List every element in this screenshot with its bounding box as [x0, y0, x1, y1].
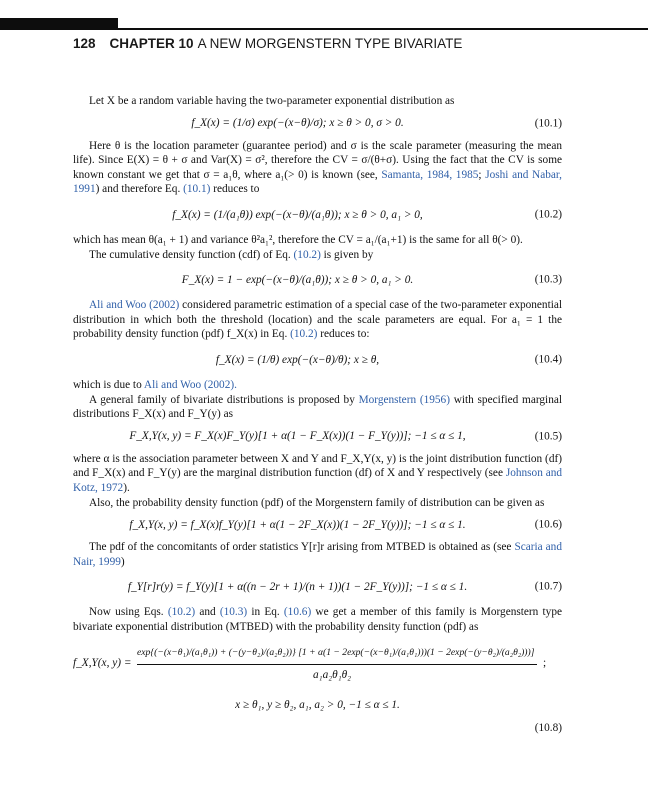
- equation-link[interactable]: (10.2): [167, 606, 196, 619]
- equation-number: (10.3): [534, 273, 562, 286]
- text-run: we get a member of this family is Morgenstern type bivariate exponential distribution (MTBED) with the probability density function (pdf) as: [73, 606, 562, 633]
- equation-10-4: [73, 342, 562, 378]
- equation-number: (10.2): [534, 208, 562, 221]
- paragraph-9: Also, the probability density function (pdf) of the Morgenstern family of distribution can be given as: [89, 496, 545, 509]
- text-run: A general family of bivariate distributions is proposed by: [89, 393, 359, 406]
- paragraph-8: [73, 452, 562, 496]
- equation-10-8-numerator: exp{(−(x−θ₁)/(a₁θ₁)) + (−(y−θ₂)/(a₂θ₂))} [1 + α(1 − 2exp(−(x−θ₁)/(a₁θ₁)))(1 − 2exp(−(y−θ₂)/(a₂θ₂)))]: [137, 647, 535, 659]
- text-run: Now using Eqs.: [89, 606, 168, 619]
- text-run: ): [120, 555, 125, 568]
- text-run: ) and therefore Eq.: [95, 183, 184, 196]
- equation-number: (10.4): [534, 353, 562, 366]
- paragraph-11: [73, 605, 562, 634]
- equation-link[interactable]: (10.1): [183, 183, 211, 196]
- citation-link[interactable]: Ali and Woo (2002).: [143, 378, 237, 391]
- equation-10-7-body: f_Y[r]r(y) = f_Y(y)[1 + α((n − 2r + 1)/(n + 1))(1 − 2F_Y(y))]; −1 ≤ α ≤ 1.: [127, 580, 468, 593]
- citation-link[interactable]: Ali and Woo (2002): [89, 299, 180, 312]
- equation-number: (10.8): [534, 722, 562, 735]
- equation-10-4-body: f_X(x) = (1/θ) exp(−(x−θ)/θ); x ≥ θ,: [215, 353, 380, 366]
- citation-link[interactable]: Scaria and Nair, 1999: [73, 541, 562, 568]
- equation-10-8-conditions: x ≥ θ₁, y ≥ θ₂, a₁, a₂ > 0, −1 ≤ α ≤ 1.: [235, 699, 400, 712]
- text-run: ).: [123, 481, 130, 494]
- equation-10-2: [73, 197, 562, 233]
- equation-10-3: [73, 262, 562, 298]
- equation-link[interactable]: (10.2): [290, 328, 318, 341]
- equation-10-8-semicolon: ;: [543, 657, 547, 670]
- citation-link[interactable]: Joshi and Nabar, 1991: [73, 168, 562, 196]
- paragraph-7: [73, 393, 562, 422]
- text-run: is given by: [320, 248, 374, 261]
- citation-link[interactable]: Samanta, 1984, 1985: [381, 168, 479, 181]
- running-header: [73, 36, 462, 51]
- text-run: The cumulative density function (cdf) of Eq.: [89, 248, 294, 261]
- text-run: reduces to: [210, 183, 260, 196]
- fraction-bar: [137, 664, 537, 665]
- chapter-title: A NEW MORGENSTERN TYPE BIVARIATE: [197, 36, 463, 51]
- paragraph-1: Let X be a random variable having the two-parameter exponential distribution as: [89, 95, 455, 107]
- equation-10-1-body: f_X(x) = (1/σ) exp(−(x−θ)/σ); x ≥ θ > 0, σ > 0.: [191, 117, 404, 130]
- page-number: 128: [73, 36, 96, 51]
- equation-10-6: [73, 510, 562, 540]
- text-run: and: [195, 606, 220, 619]
- equation-number: (10.7): [534, 580, 562, 593]
- page-body: [73, 94, 562, 736]
- equation-number: (10.5): [534, 430, 562, 443]
- equation-number: (10.6): [534, 518, 562, 531]
- header-rule: [0, 28, 648, 30]
- text-run: ;: [478, 168, 486, 181]
- equation-10-5: [73, 422, 562, 452]
- equation-10-5-body: F_X,Y(x, y) = F_X(x)F_Y(y)[1 + α(1 − F_X(x))(1 − F_Y(y))]; −1 ≤ α ≤ 1,: [129, 430, 466, 443]
- text-run: in Eq.: [247, 606, 284, 619]
- text-run: reduces to:: [317, 328, 370, 341]
- equation-link[interactable]: (10.3): [219, 606, 248, 619]
- equation-10-8-lhs: f_X,Y(x, y) =: [73, 657, 132, 670]
- paragraph-2: [73, 139, 562, 197]
- equation-10-8: [73, 638, 562, 692]
- text-run: considered parametric estimation of a special case of the two-parameter exponential distribution in which both the threshold (location) and the scale parameters are equal. For a₁ = 1 the probability density function (pdf) f_X(x) in Eq.: [73, 299, 563, 341]
- paragraph-6: [73, 378, 562, 393]
- equation-10-1: [73, 109, 562, 139]
- equation-10-7: [73, 569, 562, 605]
- equation-10-3-body: F_X(x) = 1 − exp(−(x−θ)/(a₁θ)); x ≥ θ > 0, a₁ > 0.: [181, 273, 414, 286]
- paragraph-3: which has mean θ(a₁ + 1) and variance θ²a₁², therefore the CV = a₁/(a₁+1) is the same for all θ(> 0).: [73, 233, 523, 246]
- equation-link[interactable]: (10.6): [283, 606, 312, 619]
- equation-10-8-denominator: a₁a₂θ₁θ₂: [313, 669, 352, 682]
- paragraph-5: [73, 298, 562, 342]
- equation-number: (10.1): [534, 117, 562, 130]
- text-run: The pdf of the concomitants of order statistics Y[r]r arising from MTBED is obtained as (see: [89, 541, 515, 554]
- paragraph-10: [73, 540, 562, 569]
- chapter-label: CHAPTER 10: [109, 36, 194, 51]
- equation-10-2-body: f_X(x) = (1/(a₁θ)) exp(−(x−θ)/(a₁θ)); x ≥ θ > 0, a₁ > 0,: [172, 208, 423, 221]
- text-run: where α is the association parameter between X and Y and F_X,Y(x, y) is the joint distribution function (df) and F_X(x) and F_Y(y) are the marginal distribution function (df) of X and Y respectively (see: [73, 452, 562, 480]
- citation-link[interactable]: Morgenstern (1956): [358, 393, 450, 406]
- equation-link[interactable]: (10.2): [293, 248, 321, 261]
- citation-link[interactable]: Johnson and Kotz, 1972: [73, 467, 563, 494]
- equation-10-6-body: f_X,Y(x, y) = f_X(x)f_Y(y)[1 + α(1 − 2F_X(x))(1 − 2F_Y(y))]; −1 ≤ α ≤ 1.: [129, 518, 466, 531]
- text-run: which is due to: [73, 378, 144, 391]
- paragraph-4: [73, 248, 562, 263]
- text-run: with specified marginal distributions F_X(x) and F_Y(y) as: [73, 393, 562, 421]
- text-run: Here θ is the location parameter (guarantee period) and σ is the scale parameter (measuring the mean life). Since E(X) = θ + σ and Var(X) = σ², therefore the CV = σ/(θ+σ). Using the fact that the CV is some known constant we get that σ = a₁θ, where a₁(> 0) is known (see,: [73, 139, 562, 181]
